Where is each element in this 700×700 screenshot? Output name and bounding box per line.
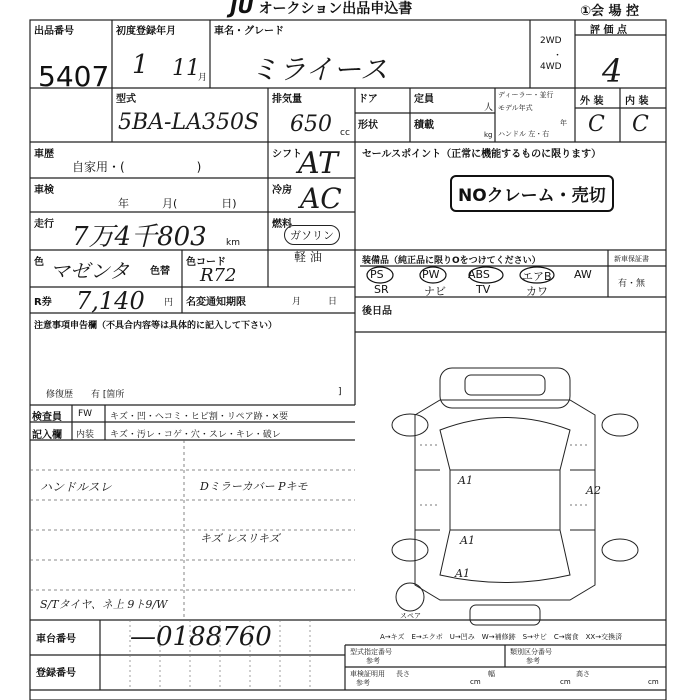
checker-label: 検査員 [32,412,62,423]
fuel-alt: 軽 油 [294,250,322,264]
grade-label: 評 価 点 [590,25,627,36]
shift-label: シフト [272,149,302,160]
handwritten-note-2: Dミラーカバー Pキモ [200,480,308,493]
load-unit: kg [484,131,493,139]
equip-aw: AW [574,268,592,281]
checker-row1: キズ・凹・ヘコミ・ヒビ割・リペア跡・×要 [110,412,289,422]
drive-separator: ・ [553,51,563,61]
color-value: マゼンタ [50,259,130,283]
certificate-label: 車検証明用 [350,670,385,678]
type-class-label: 類別区分番号 [510,648,552,656]
registration-number-label: 登録番号 [36,668,76,679]
capacity-unit: 人 [484,103,494,113]
mileage-value: 7万4千803 [72,222,207,252]
inspection-label: 車検 [34,185,54,196]
equipment-label: 装備品（純正品に限りOをつけてください） [362,256,541,266]
load-label: 積載 [414,120,434,131]
usage-value: 自家用・( ) [72,160,202,174]
name-change-value: 月 日 [292,297,338,307]
equip-sr: SR [374,283,389,296]
interior-grade: C [632,112,649,137]
type-cert-ref: 参考 [366,657,380,665]
warranty-value: 有・無 [618,279,646,289]
damage-mark-left: A1 [458,474,473,487]
exterior-grade: C [588,112,605,137]
recycle-unit: 円 [164,298,174,308]
interior-label: 内 装 [625,96,649,107]
warranty-label: 新車保証書 [614,255,649,263]
damage-legend: A→キズ E→エクボ U→凹み W→補修跡 S→サビ C→腐食 XX→交換済 [380,633,623,641]
equip-pw: PW [422,268,440,281]
equip-ps: PS [370,268,384,281]
handle-label: ハンドル 左・右 [498,130,550,138]
registration-year: 1 [132,50,149,80]
color-label: 色 [34,257,44,268]
repair-history-label: 修復歴 有 [箇所 [46,390,125,400]
first-registration-label: 初度登録年月 [116,26,176,37]
width-unit: cm [560,678,571,686]
sales-point-label: セールスポイント（正常に機能するものに限ります） [362,149,602,160]
notes-label: 注意事項申告欄（不具合内容等は具体的に記入して下さい） [34,321,278,331]
capacity-label: 定員 [414,94,434,105]
handwritten-note-3: キズ レスリキズ [200,532,280,545]
after-items-label: 後日品 [362,306,392,317]
length-unit: cm [470,678,481,686]
certificate-ref: 参考 [356,679,370,687]
damage-mark-rear: A1 [455,567,470,580]
type-cert-label: 型式指定番号 [350,648,392,656]
damage-mark-left-rear: A1 [460,534,475,547]
length-label: 長さ [396,670,410,678]
form-title: JU オークション出品申込書 [230,0,413,18]
year-unit: 年 [560,119,567,127]
checker-entry-label: 記入欄 [32,430,62,441]
equip-airbag: エアB [522,270,552,283]
mileage-label: 走行 [34,219,54,230]
repair-history-end: ] [338,387,342,397]
equip-tv: TV [476,283,491,296]
inspection-value: 年 月( 日) [118,197,237,210]
shape-label: 形状 [358,120,378,131]
spare-label: スペア [400,612,421,620]
month-unit: 月 [198,73,208,83]
fuel-value: ガソリン [284,225,340,245]
checker-interior: 内装 [76,430,95,440]
ac-label: 冷房 [272,185,292,196]
fuel-label: 燃料 [272,219,292,230]
checker-row2: キズ・汚レ・コゲ・穴・スレ・キレ・破レ [110,430,281,440]
checker-fw: FW [78,409,93,419]
equip-leather: カワ [526,285,548,298]
car-name: ミライース [250,53,388,86]
drive-2wd: 2WD [540,36,562,46]
door-label: ドア [358,94,378,105]
color-code-label: 色コード [186,257,226,268]
registration-month: 11 [172,56,200,81]
shift-value: AT [298,146,339,181]
drive-4wd: 4WD [540,62,562,72]
exterior-label: 外 装 [580,96,604,107]
displacement-value: 650 [290,112,332,137]
recycle-value: 7,140 [76,287,145,315]
car-name-label: 車名・グレード [214,26,284,37]
lot-number: 5407 [38,60,110,93]
usage-label: 車歴 [34,149,54,160]
chassis-number: —0188760 [130,622,272,652]
equip-navi: ナビ [424,285,446,298]
width-label: 幅 [488,670,495,678]
color-change-label: 色替 [150,266,170,277]
displacement-label: 排気量 [272,94,302,105]
displacement-unit: cc [340,128,350,138]
equip-abs: ABS [468,268,490,281]
lot-number-label: 出品番号 [34,26,74,37]
handwritten-note-4: S/Tタイヤ、ネ上 9ト9/W [40,598,168,611]
no-claim-stamp: NOクレーム・売切 [450,175,614,212]
mileage-unit: km [226,238,240,248]
type-class-ref: 参考 [526,657,540,665]
name-change-label: 名変通知期限 [186,297,246,308]
model-code: 5BA-LA350S [118,110,260,135]
height-label: 高さ [576,670,590,678]
grade-score: 4 [602,52,623,90]
damage-mark-right: A2 [586,484,601,497]
chassis-label: 車台番号 [36,634,76,645]
handwritten-note-1: ハンドルスレ [40,480,112,494]
dealer-label: ディーラー・並行 [498,91,554,99]
model-label: 型式 [116,94,136,105]
recycle-label: R券 [34,297,52,308]
height-unit: cm [648,678,659,686]
model-year-label: モデル年式 [498,104,533,112]
ac-value: AC [300,182,342,215]
color-code: R72 [200,265,237,286]
venue-copy-label: ①会 場 控 [580,4,640,19]
